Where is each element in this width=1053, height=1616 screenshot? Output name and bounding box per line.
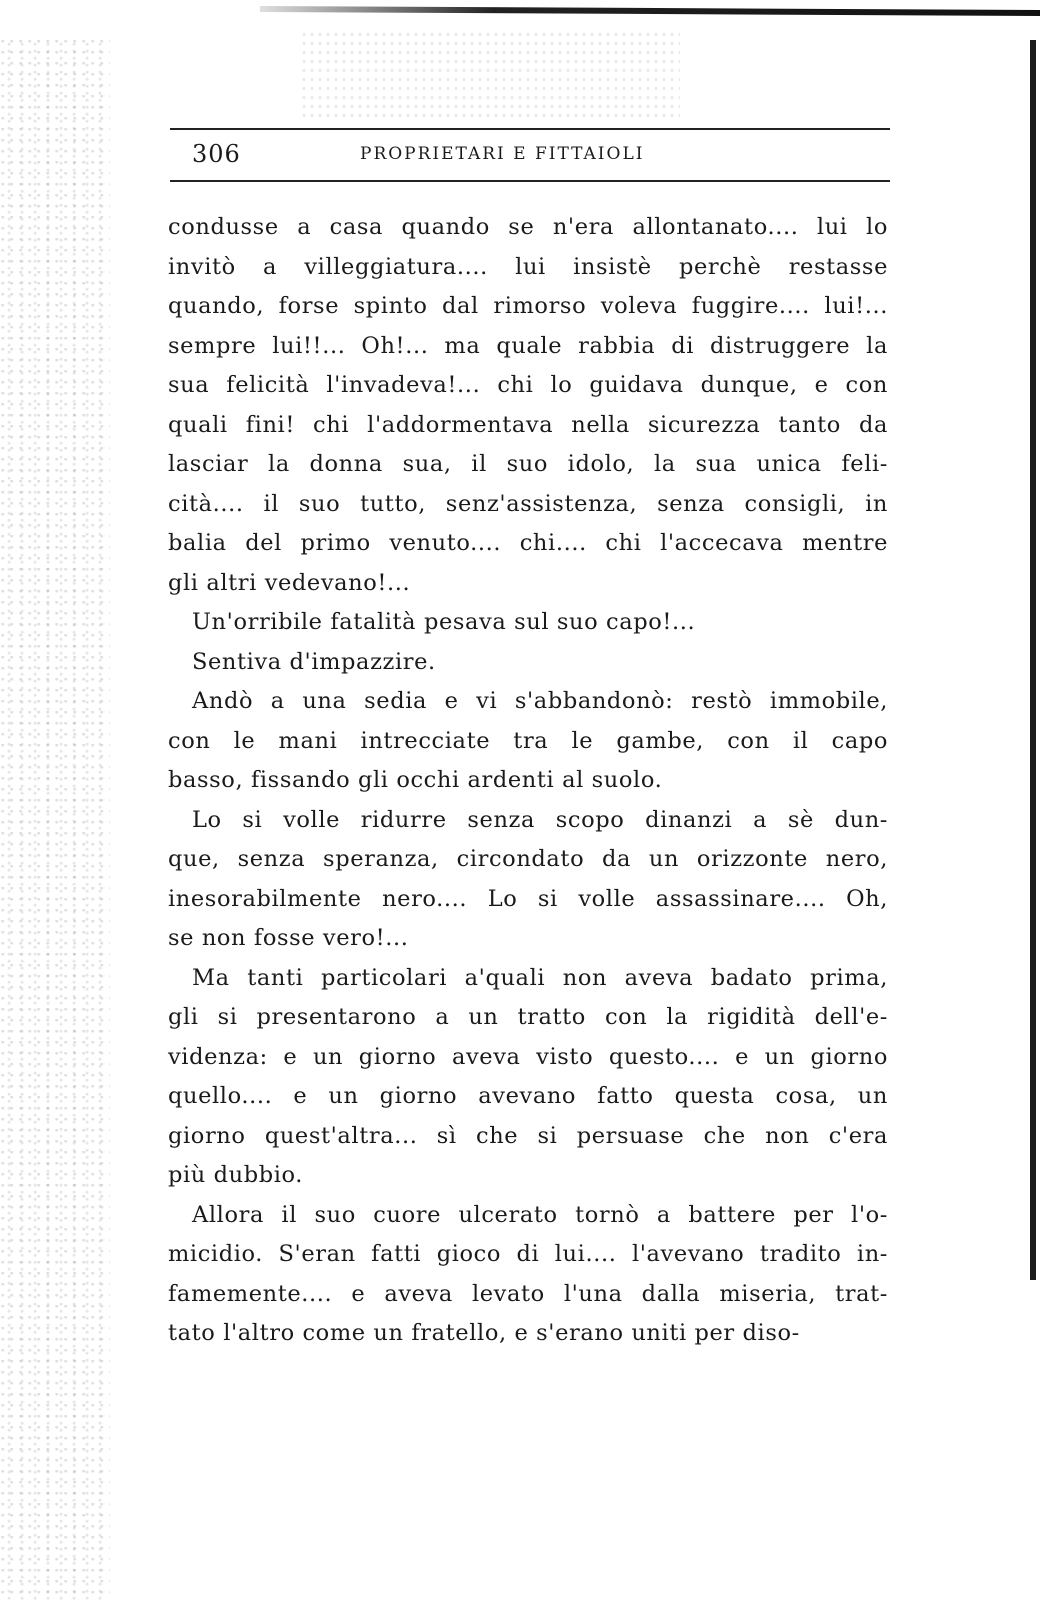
text-line: Un'orribile fatalità pesava sul suo capo!...	[192, 609, 696, 635]
paragraph	[168, 801, 888, 959]
text-line: invitò a villeggiatura.... lui insistè perchè restasse	[168, 253, 888, 280]
paragraph	[168, 1196, 888, 1354]
text-line: Allora il suo cuore ulcerato tornò a battere per l'o-	[192, 1201, 888, 1228]
header-rule-top	[170, 128, 890, 130]
text-line: basso, fissando gli occhi ardenti al suolo.	[168, 767, 663, 793]
scan-border-right	[1030, 40, 1036, 1280]
paragraph	[168, 208, 888, 603]
text-line: condusse a casa quando se n'era allontanato.... lui lo	[168, 214, 888, 240]
text-line: que, senza speranza, circondato da un orizzonte nero,	[168, 846, 888, 872]
text-line: inesorabilmente nero.... Lo si volle assassinare.... Oh,	[168, 885, 888, 912]
text-line: videnza: e un giorno aveva visto questo.... e un giorno	[168, 1043, 888, 1070]
text-line: Sentiva d'impazzire.	[192, 648, 436, 675]
scan-speckle-left	[0, 40, 110, 1600]
running-title: PROPRIETARI E FITTAIOLI	[360, 144, 645, 164]
text-line: Lo si volle ridurre senza scopo dinanzi a sè dun-	[192, 806, 888, 833]
text-line: gli altri vedevano!...	[168, 569, 411, 596]
text-line: Ma tanti particolari a'quali non aveva badato prima,	[192, 964, 888, 991]
text-line: cità.... il suo tutto, senz'assistenza, senza consigli, in	[168, 490, 888, 517]
page-header	[170, 128, 890, 186]
text-line: quali fini! chi l'addormentava nella sicurezza tanto da	[168, 411, 888, 438]
paragraph	[168, 643, 888, 683]
text-line: giorno quest'altra... sì che si persuase che non c'era	[168, 1122, 888, 1149]
scan-border-top	[260, 6, 1040, 16]
text-line: famemente.... e aveva levato l'una dalla miseria, trat-	[168, 1280, 888, 1307]
text-line: Andò a una sedia e vi s'abbandonò: restò immobile,	[192, 688, 888, 714]
text-line: sempre lui!!... Oh!... ma quale rabbia di distruggere la	[168, 332, 888, 359]
paragraph	[168, 603, 888, 643]
page-number: 306	[192, 140, 241, 168]
text-line: con le mani intrecciate tra le gambe, con il capo	[168, 727, 888, 754]
paragraph	[168, 682, 888, 801]
text-line: sua felicità l'invadeva!... chi lo guidava dunque, e con	[168, 372, 888, 398]
text-line: gli si presentarono a un tratto con la rigidità dell'e-	[168, 1004, 888, 1030]
body-text	[168, 208, 888, 1354]
paragraph	[168, 959, 888, 1196]
text-line: micidio. S'eran fatti gioco di lui.... l'avevano tradito in-	[168, 1241, 888, 1267]
text-line: quello.... e un giorno avevano fatto questa cosa, un	[168, 1083, 888, 1109]
text-line: tato l'altro come un fratello, e s'erano uniti per diso-	[168, 1320, 800, 1346]
text-line: lasciar la donna sua, il suo idolo, la sua unica feli-	[168, 451, 888, 477]
header-rule-bottom	[170, 180, 890, 182]
text-line: quando, forse spinto dal rimorso voleva fuggire.... lui!...	[168, 293, 888, 319]
text-line: più dubbio.	[168, 1162, 304, 1188]
text-line: se non fosse vero!...	[168, 925, 409, 951]
text-line: balia del primo venuto.... chi.... chi l'accecava mentre	[168, 530, 888, 556]
scan-speckle-top	[300, 30, 680, 120]
